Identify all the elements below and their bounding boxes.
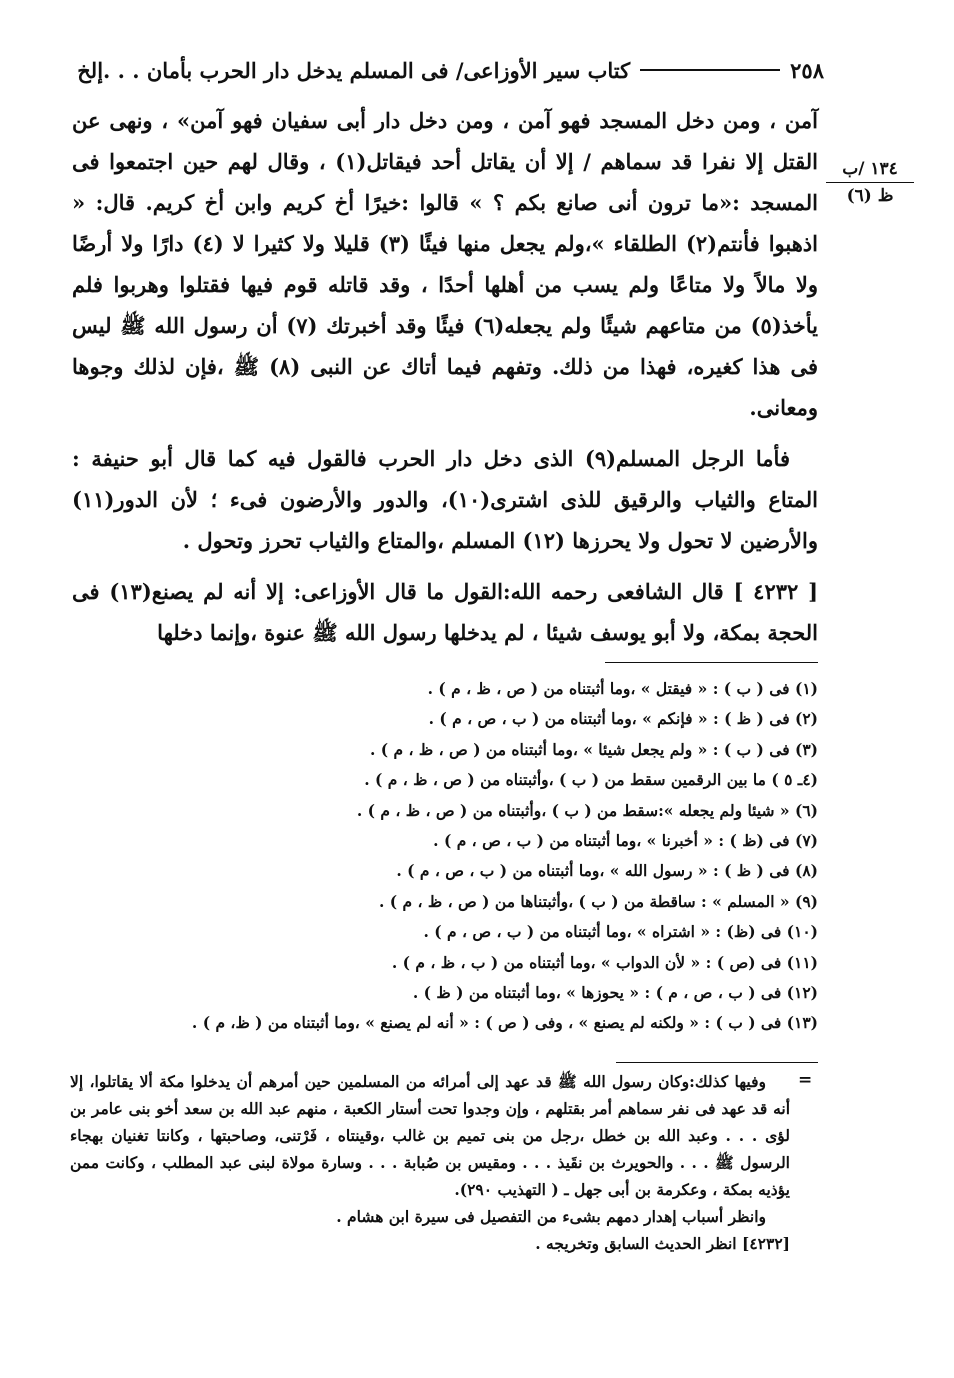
commentary-paragraph: وفيها كذلك:وكان رسول الله ﷺ قد عهد إلى أمرائه من المسلمين حين أمرهم أن يدخلوا مكة ألا يقاتلوا، إلا أنه قد عهد فى نفر سماهم أمر بقتلهم ، وإن وجدوا تحت أستار الكعبة ، منهم عبد الله بن سعد أخو بنى عامر بن لؤى . . . وعبد الله بن خطل ،رجل من بنى تميم بن غالب ،وقينتاه ، فَرْتنى، وصاحبتها ، وكانتا تغنيان بهجاء الرسول ﷺ . . . والحويرث بن نقَيذ . . . ومقيس بن صُبابة . . . وسارة مولاة لبنى عبد المطلب ، وكانت ممن يؤذيه بمكة ، وعكرمة بن أبى جهل ـ ( التهذيب ٢٩٠).: [70, 1072, 790, 1199]
paragraph-4232: [ ٤٢٣٢ ] قال الشافعى رحمه الله:القول ما قال الأوزاعى: إلا أنه لم يصنع(١٣) فى الحجة بمكة، ولا أبو يوسف شيئا ، لم يدخلها رسول الله ﷺ عنوة ،وإنما دخلها: [72, 579, 819, 645]
footnote-separator: [605, 662, 818, 663]
header-rule: [640, 69, 780, 71]
footnotes: [150, 674, 818, 1039]
main-text: [72, 100, 818, 653]
commentary-paragraph: وانظر أسباب إهدار دمهم بشىء من التفصيل فى سيرة ابن هشام .: [336, 1207, 766, 1226]
footnote-3: (٣) فى ( ب ) : « ولم يجعل شيئا » ،وما أثبتناه من ( ص ، ظ ، م ) .: [370, 739, 818, 759]
commentary-paragraph-4232: [٤٢٣٢] انظر الحديث السابق وتخريجه .: [535, 1234, 790, 1253]
paragraph: فأما الرجل المسلم(٩) الذى دخل دار الحرب فالقول فيه كما قال أبو حنيفة : المتاع والثياب والرقيق للذى اشترى(١٠)، والدور والأرضون فىء ؛ لأن الدور(١١) والأرضين لا تحول ولا يحرزها (١٢) المسلم ،والمتاع والثياب تحرز وتحول .: [72, 446, 818, 553]
running-header: [72, 50, 824, 90]
footnote-13: (١٣) فى ( ب ) : « ولكنه لم يصنع » ، وفى ( ص ) : « أنه لم يصنع » ،وما أثبتناه من ( ظ، م ) .: [191, 1013, 818, 1033]
footnote-6: (٦) « شيئا ولم يجعله »:سقط من ( ب ) ،وأثبتناه من ( ص ، ظ ، م ) .: [356, 800, 818, 820]
footnote-2: (٢) فى ( ظ ) : « فإنكم » ،وما أثبتناه من ( ب ، ص ، م ) .: [428, 709, 818, 729]
page-number: ٢٥٨: [790, 57, 824, 83]
margin-folio-z: ظ (٦): [846, 186, 894, 206]
footnote-12: (١٢) فى ( ب ، ص ، م ) : « يحوزها » ،وما أثبتناه من ( ظ ) .: [412, 983, 818, 1003]
footnote-11: (١١) فى (ص ) : « لأن الدواب » ،وما أثبتناه من ( ب ، ظ ، م ) .: [391, 952, 818, 972]
continuation-marker: =: [798, 1070, 813, 1090]
paragraph: آمن ، ومن دخل المسجد فهو آمن ، ومن دخل دار أبى سفيان فهو آمن» ، ونهى عن القتل إلا نفرا قد سماهم / إلا أن يقاتل أحد فيقاتل(١) ، وقال لهم حين اجتمعوا فى المسجد :«ما ترون أنى صانع بكم ؟ » قالوا :خيرًا أخ كريم وابن أخ كريم. قال: « اذهبوا فأنتم(٢) الطلقاء »،ولم يجعل منها فيئًا (٣) قليلا ولا كثيرا لا (٤) دارًا ولا أرضًا ولا مالاً ولا متاعًا ولم يسب من أهلها أحدًا ، وقد قاتله قوم فيها فقتلوا وهربوا فلم يأخذ(٥) من متاعهم شيئًا ولم يجعله(٦) فيئًا وقد أخبرتك (٧) أن رسول الله ﷺ ليس فى هذا كغيره، فهذا من ذلك. وتفهم فيما أتاك عن النبى (٨) ﷺ ،فإن لذلك وجوها ومعانى.: [72, 108, 818, 420]
commentary-separator: [616, 1062, 818, 1063]
footnote-8: (٨) فى ( ظ ) : « رسول الله » ،وما أثبتناه من ( ب ، ص ، م ) .: [396, 861, 818, 881]
margin-note: [826, 158, 914, 207]
commentary: [70, 1068, 790, 1257]
footnote-4-5: (٤ـ ٥ ) ما بين الرقمين سقط من ( ب ) ،وأثبتناه من ( ص ، ظ ، م ) .: [364, 770, 818, 790]
footnote-10: (١٠) فى (ظ) : « اشتراه » ،وما أثبتناه من ( ب ، ص ، م ) .: [423, 922, 818, 942]
footnote-1: (١) فى ( ب ) : « فيقتل » ،وما أثبتناه من ( ص ، ظ ، م ) .: [427, 679, 818, 698]
header-title: كتاب سير الأوزاعى/ فى المسلم يدخل دار الحرب بأمان . . .إلخ: [77, 57, 631, 83]
footnote-7: (٧) فى (ظ ) : « أخبرنا » ،وما أثبتناه من ( ب ، ص ، م ) .: [433, 831, 818, 851]
footnote-9: (٩) « المسلم » : ساقطة من ( ب ) ،وأثبتناها من ( ص ، ظ ، م ) .: [378, 891, 818, 911]
margin-folio-b: ١٣٤ /ب: [826, 158, 914, 183]
